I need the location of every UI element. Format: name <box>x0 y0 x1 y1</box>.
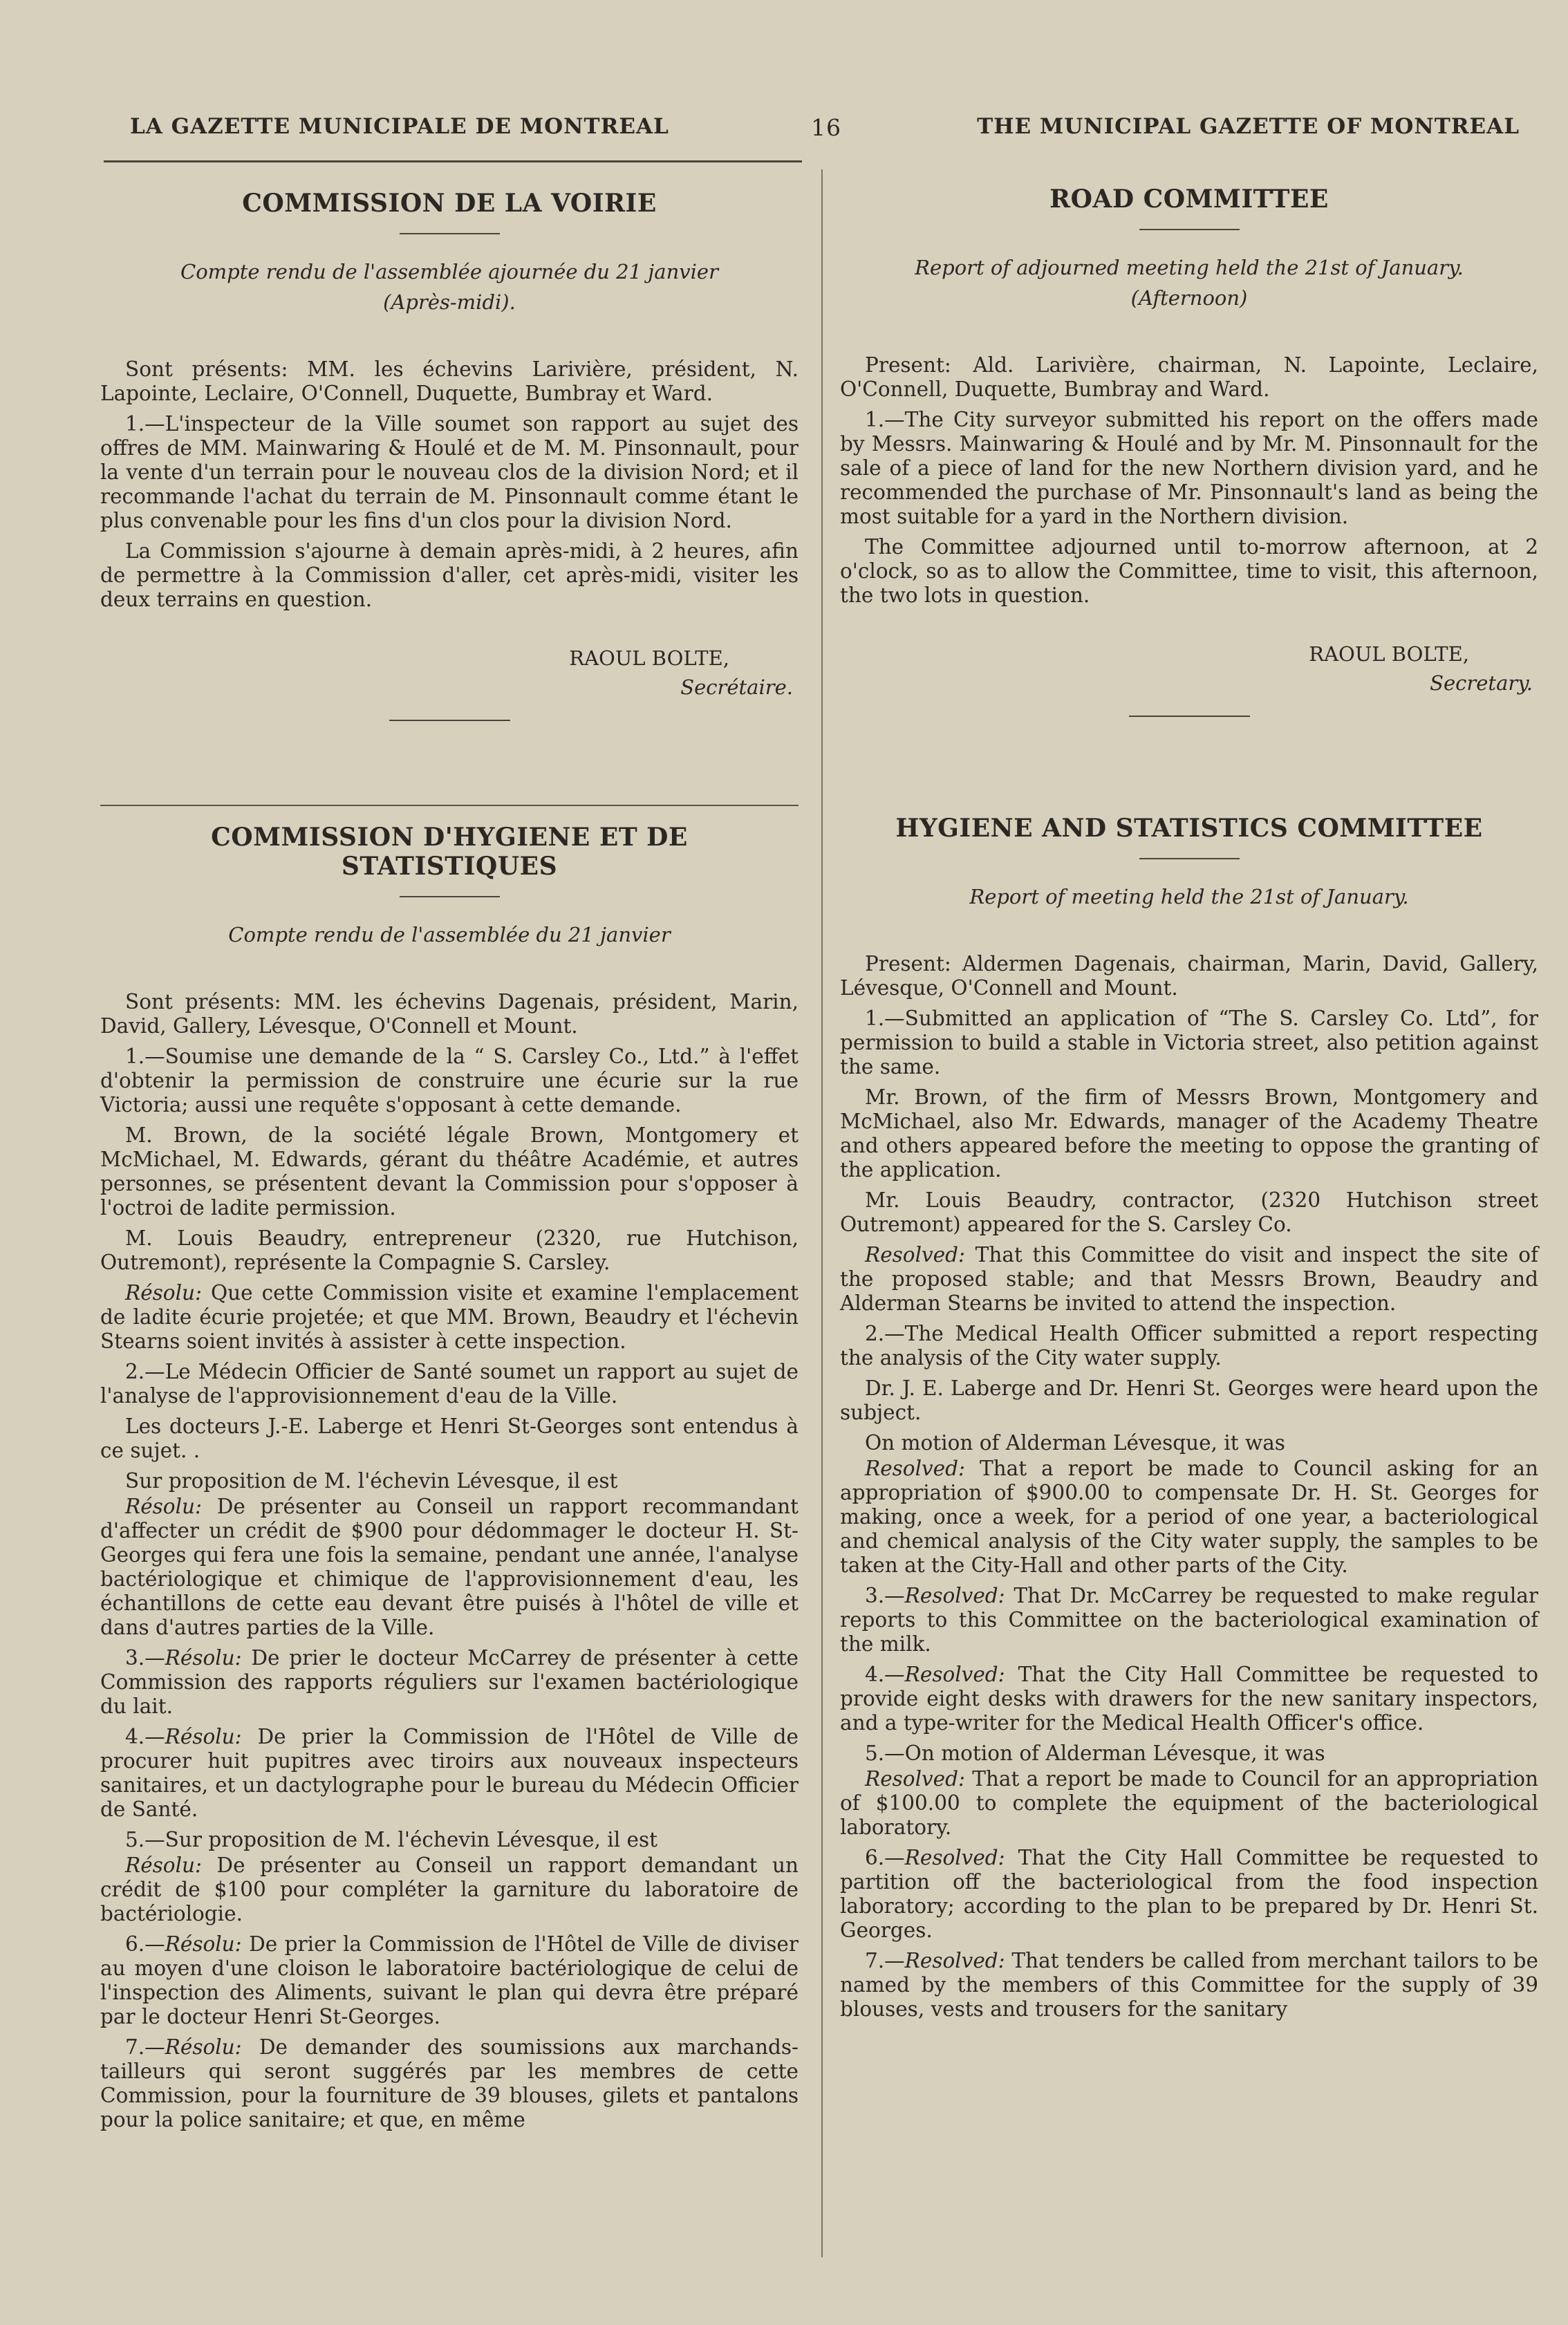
paragraph: 5.—Sur proposition de M. l'échevin Lévesque, il est <box>125 1828 657 1851</box>
resolution-label: Resolved: <box>904 1949 1005 1972</box>
paragraph <box>100 2035 799 2132</box>
paragraph <box>840 1949 1538 2021</box>
paragraph: 1.—The City surveyor submitted his report on the offers made by Messrs. Mainwaring & Houlé and by Mr. M. Pinsonnault for the sale of a piece of land for the new Northern division yard, and he recommended the purchase of Mr. Pinsonnault's land as being the most suitable for a yard in the Northern division. <box>840 408 1538 528</box>
masthead-rule <box>104 160 802 162</box>
masthead-english-title: THE MUNICIPAL GAZETTE OF MONTREAL <box>977 114 1520 139</box>
resolution-label: Résolu: <box>125 1854 202 1877</box>
paragraph <box>100 1932 799 2029</box>
paragraph: The Committee adjourned until to-morrow afternoon, at 2 o'clock, so as to allow the Committee, time to visit, this afternoon, the two lots in question. <box>840 535 1538 607</box>
heading-rule <box>1139 858 1240 859</box>
heading-rule <box>400 896 500 897</box>
heading-rule <box>400 233 500 234</box>
hygiene-committee-section <box>840 814 1538 2028</box>
signature-name: RAOUL BOLTE, <box>569 646 729 670</box>
commission-hygiene-section <box>100 823 799 2138</box>
paragraph-text: That the City Hall Committee be requested to provide eight desks with drawers for the new sanitary inspectors, and a type-writer for the Medical Health Officer's office. <box>840 1663 1538 1735</box>
section-body <box>840 353 1538 608</box>
paragraph <box>840 1767 1538 1840</box>
subtitle-line: Compte rendu de l'assemblée ajournée du 21 janvier <box>180 260 718 283</box>
item-number: 4.— <box>125 1725 165 1748</box>
signature-role: Secretary. <box>1430 671 1533 695</box>
section-end-rule <box>389 720 510 721</box>
item-number: 6.— <box>125 1932 165 1956</box>
paragraph: M. Louis Beaudry, entrepreneur (2320, rue Hutchison, Outremont), représente la Compagnie S. Carsley. <box>100 1226 799 1274</box>
section-separator <box>100 805 799 806</box>
paragraph: On motion of Alderman Lévesque, it was <box>865 1431 1285 1455</box>
paragraph-text: That tenders be called from merchant tailors to be named by the members of this Committee for the supply of 39 blouses, vests and trousers for the sanitary <box>840 1949 1538 2021</box>
paragraph-text: That a report be made to Council asking for an appropriation of $900.00 to compensate Dr. H. St. Georges for making, once a week, for a period of one year, a bacteriological and chemical analysis of the City water supply, the samples to be taken at the City-Hall and other parts of the City. <box>840 1457 1538 1577</box>
paragraph: Sont présents: MM. les échevins Dagenais, président, Marin, David, Gallery, Lévesque, O'Connell et Mount. <box>100 990 799 1038</box>
paragraph-text: That a report be made to Council for an appropriation of $100.00 to complete the equipment of the bacteriological laboratory. <box>840 1767 1538 1839</box>
section-subtitle <box>100 919 799 950</box>
paragraph <box>100 1495 799 1640</box>
paragraph-text: That this Committee do visit and inspect the site of the proposed stable; and that Messrs Brown, Beaudry and Alderman Stearns be invited to attend the inspection. <box>840 1243 1538 1315</box>
section-subtitle <box>840 881 1538 912</box>
page-number: 16 <box>811 114 841 141</box>
item-number: 4.— <box>865 1663 905 1686</box>
signature-name: RAOUL BOLTE, <box>1309 642 1469 666</box>
subtitle-line: Report of adjourned meeting held the 21st of January. <box>915 256 1464 279</box>
paragraph: 2.—The Medical Health Officer submitted a report respecting the analysis of the City water supply. <box>840 1322 1538 1370</box>
section-body <box>100 357 799 612</box>
paragraph: 1.—Soumise une demande de la “ S. Carsley Co., Ltd.” à l'effet d'obtenir la permission de construire une écurie sur la rue Victoria; aussi une requête s'opposant à cette demande. <box>100 1045 799 1117</box>
resolution-label: Résolu: <box>165 1646 242 1670</box>
resolution-label: Résolu: <box>165 2035 242 2059</box>
paragraph-text: De prier la Commission de l'Hôtel de Ville de diviser au moyen d'une cloison le laboratoire bactériologique de celui de l'inspection des Aliments, suivant le plan qui devra être préparé par le docteur Henri St-Georges. <box>100 1932 799 2028</box>
item-number: 3.— <box>865 1584 905 1607</box>
subtitle-line: Compte rendu de l'assemblée du 21 janvier <box>228 923 671 946</box>
paragraph <box>100 1725 799 1822</box>
paragraph-text: That Dr. McCarrey be requested to make regular reports to this Committee on the bacteriological examination of the milk. <box>840 1584 1538 1656</box>
paragraph <box>840 1584 1538 1656</box>
paragraph-text: De présenter au Conseil un rapport demandant un crédit de $100 pour compléter la garniture du laboratoire de bactériologie. <box>100 1854 799 1925</box>
section-heading: HYGIENE AND STATISTICS COMMITTEE <box>895 814 1483 843</box>
signature <box>840 639 1538 698</box>
resolution-label: Resolved: <box>865 1767 965 1791</box>
section-subtitle <box>840 252 1538 313</box>
item-number: 6.— <box>865 1846 905 1869</box>
resolution-label: Resolved: <box>904 1663 1005 1686</box>
paragraph: La Commission s'ajourne à demain après-midi, à 2 heures, afin de permettre à la Commission d'aller, cet après-midi, visiter les deux terrains en question. <box>100 539 799 611</box>
section-heading: ROAD COMMITTEE <box>1049 185 1329 214</box>
paragraph <box>840 1457 1538 1578</box>
paragraph: Sur proposition de M. l'échevin Lévesque, il est <box>125 1469 618 1493</box>
paragraph-text: That the City Hall Committee be requested to partition off the bacteriological from the food inspection laboratory; according to the plan to be prepared by Dr. Henri St. Georges. <box>840 1846 1538 1942</box>
item-number: 7.— <box>125 2035 165 2059</box>
resolution-label: Resolved: <box>904 1846 1005 1869</box>
paragraph: M. Brown, de la société légale Brown, Montgomery et McMichael, M. Edwards, gérant du théâtre Académie, et autres personnes, se présentent devant la Commission pour s'opposer à l'octroi de ladite permission. <box>100 1123 799 1220</box>
paragraph-text: De demander des soumissions aux marchands-tailleurs qui seront suggérés par les membres de cette Commission, pour la fourniture de 39 blouses, gilets et pantalons pour la police sanitaire; et que, en même <box>100 2035 799 2131</box>
commission-voirie-section <box>100 189 799 721</box>
section-heading: COMMISSION D'HYGIENE ET DE STATISTIQUES <box>211 823 688 881</box>
section-subtitle <box>100 256 799 317</box>
paragraph <box>840 1243 1538 1316</box>
item-number: 3.— <box>125 1646 165 1670</box>
item-number: 7.— <box>865 1949 905 1972</box>
paragraph: Dr. J. E. Laberge and Dr. Henri St. Georges were heard upon the subject. <box>840 1376 1538 1424</box>
heading-rule <box>1139 229 1240 230</box>
subtitle-line: (Après-midi). <box>383 290 516 314</box>
section-end-rule <box>1129 716 1250 717</box>
paragraph-text: De prier le docteur McCarrey de présenter à cette Commission des rapports réguliers sur l'examen bactériologique du lait. <box>100 1646 799 1718</box>
subtitle-line: (Afternoon) <box>1130 286 1248 310</box>
paragraph: Present: Aldermen Dagenais, chairman, Marin, David, Gallery, Lévesque, O'Connell and Mount. <box>840 952 1538 1000</box>
column-divider <box>821 169 823 2257</box>
paragraph: Mr. Louis Beaudry, contractor, (2320 Hutchison street Outremont) appeared for the S. Carsley Co. <box>840 1188 1538 1236</box>
resolution-label: Résolu: <box>125 1281 202 1305</box>
road-committee-section <box>840 185 1538 717</box>
paragraph-text: Que cette Commission visite et examine l'emplacement de ladite écurie projetée; et que MM. Brown, Beaudry et l'échevin Stearns soient invités à assister à cette inspection. <box>100 1281 799 1353</box>
paragraph <box>100 1281 799 1354</box>
resolution-label: Resolved: <box>865 1243 965 1267</box>
paragraph: Les docteurs J.-E. Laberge et Henri St-Georges sont entendus à ce sujet. . <box>100 1414 799 1462</box>
resolution-label: Résolu: <box>165 1932 242 1956</box>
paragraph-text: De prier la Commission de l'Hôtel de Ville de procurer huit pupitres avec tiroirs aux nouveaux inspecteurs sanitaires, et un dactylographe pour le bureau du Médecin Officier de Santé. <box>100 1725 799 1821</box>
paragraph <box>100 1646 799 1719</box>
subtitle-line: Report of meeting held the 21st of January. <box>969 885 1409 908</box>
paragraph <box>840 1846 1538 1943</box>
resolution-label: Resolved: <box>904 1584 1005 1607</box>
section-heading: COMMISSION DE LA VOIRIE <box>242 189 657 218</box>
resolution-label: Résolu: <box>165 1725 242 1748</box>
paragraph <box>840 1663 1538 1735</box>
paragraph: 1.—L'inspecteur de la Ville soumet son rapport au sujet des offres de MM. Mainwaring & Houlé et de M. M. Pinsonnault, pour la vente d'un terrain pour le nouveau clos de la division Nord; et il recommande l'achat du terrain de M. Pinsonnault comme étant le plus convenable pour les fins d'un clos pour la division Nord. <box>100 412 799 532</box>
resolution-label: Résolu: <box>125 1495 202 1518</box>
paragraph: Mr. Brown, of the firm of Messrs Brown, Montgomery and McMichael, also Mr. Edwards, manager of the Academy Theatre and others appeared before the meeting to oppose the granting of the application. <box>840 1085 1538 1182</box>
paragraph: Present: Ald. Larivière, chairman, N. Lapointe, Leclaire, O'Connell, Duquette, Bumbray and Ward. <box>840 353 1538 401</box>
signature-role: Secrétaire. <box>680 675 793 699</box>
masthead <box>130 114 1520 147</box>
section-body <box>840 952 1538 2021</box>
resolution-label: Resolved: <box>865 1457 965 1480</box>
paragraph <box>100 1854 799 1926</box>
section-body <box>100 990 799 2132</box>
masthead-french-title: LA GAZETTE MUNICIPALE DE MONTREAL <box>130 114 669 139</box>
paragraph: 2.—Le Médecin Officier de Santé soumet un rapport au sujet de l'analyse de l'approvisionnement d'eau de la Ville. <box>100 1360 799 1408</box>
signature <box>100 644 799 702</box>
paragraph-text: De présenter au Conseil un rapport recommandant d'affecter un crédit de $900 pour dédommager le docteur H. St-Georges qui fera une fois la semaine, pendant une année, l'analyse bactériologique et chimique de l'approvisionnement d'eau, les échantillons de cette eau devant être puisés à l'hôtel de ville et dans d'autres parties de la Ville. <box>100 1495 799 1639</box>
paragraph: Sont présents: MM. les échevins Larivière, président, N. Lapointe, Leclaire, O'Connell, Duquette, Bumbray et Ward. <box>100 357 799 405</box>
paragraph: 1.—Submitted an application of “The S. Carsley Co. Ltd”, for permission to build a stable in Victoria street, also petition against the same. <box>840 1007 1538 1079</box>
paragraph: 5.—On motion of Alderman Lévesque, it was <box>865 1742 1325 1765</box>
